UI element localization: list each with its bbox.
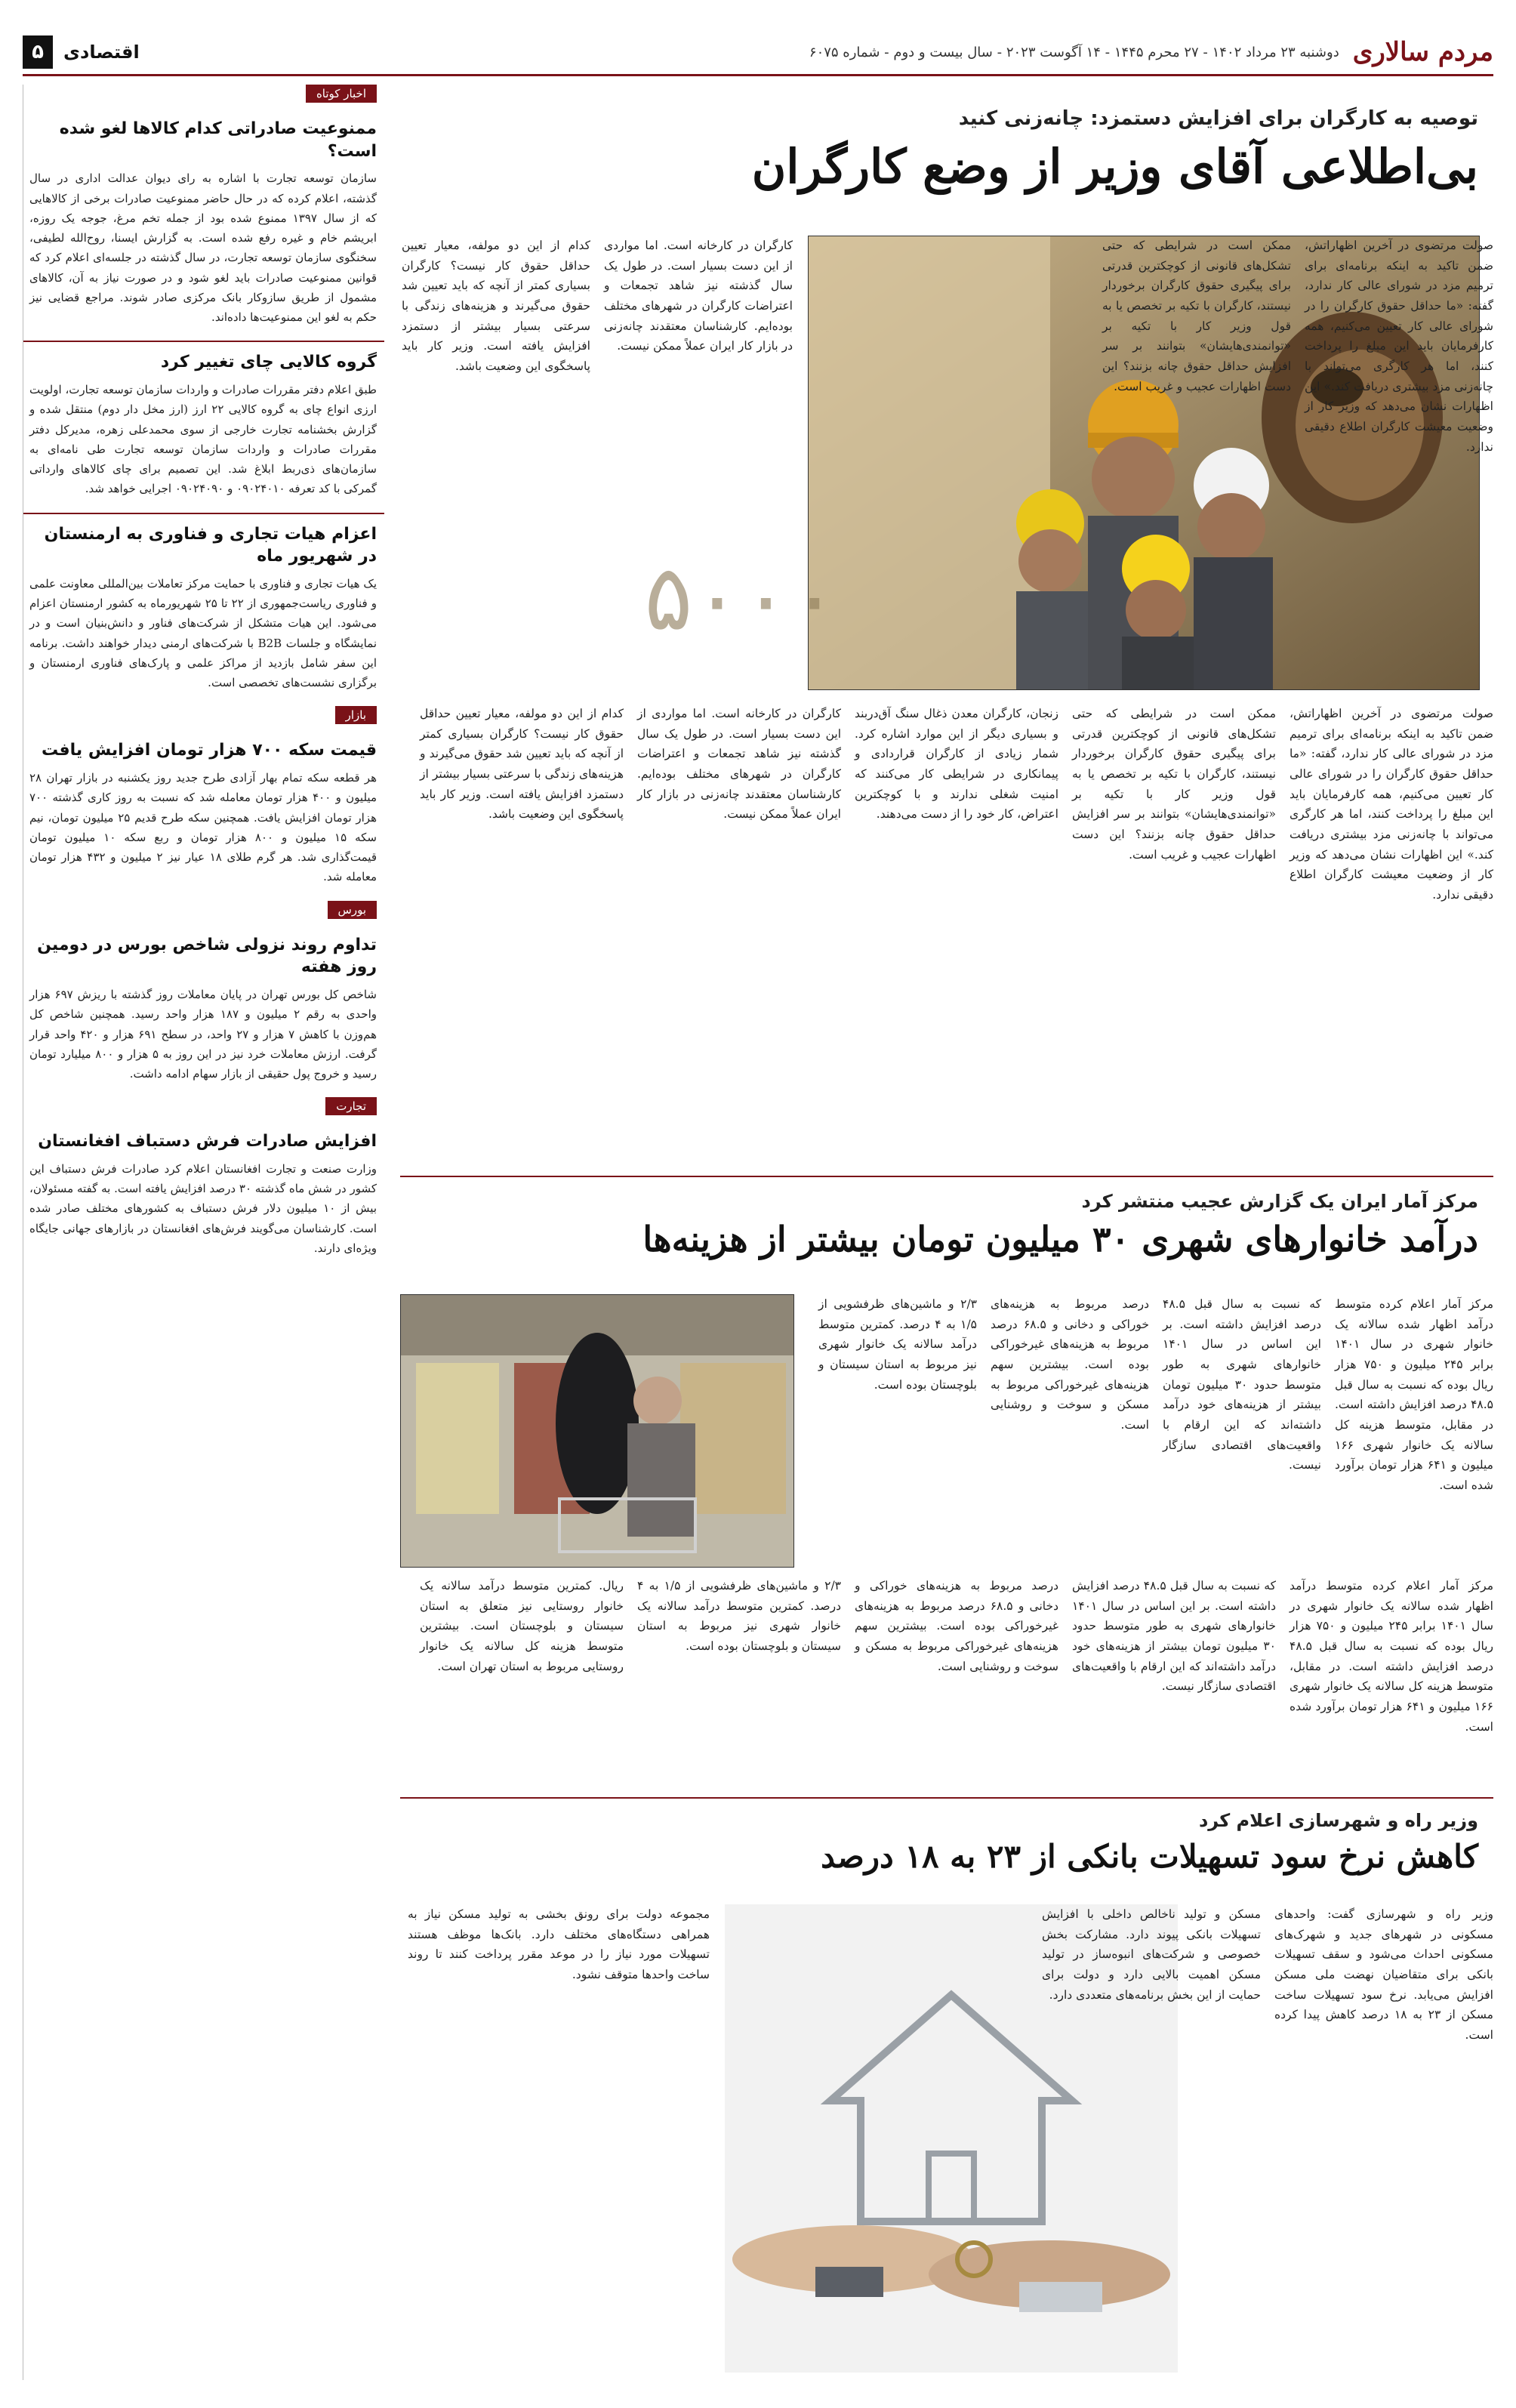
news-sidebar: [23, 85, 384, 2380]
dateline: دوشنبه ۲۳ مرداد ۱۴۰۲ - ۲۷ محرم ۱۴۴۵ - ۱۴ آگوست ۲۰۲۳ - سال بیست و دوم - شماره ۶۰۷۵: [809, 44, 1339, 60]
story1-column: زنجان، کارگران معدن ذغال سنگ آق‌دربند و بسیاری دیگر از این موارد اشاره کرد. شمار زیادی از کارگران قراردادی و پیمانکاری در شرایطی کار می‌کنند که امنیت شغلی ندارند و با کوچکترین اعتراض، کار خود را از دست می‌دهند.: [855, 707, 1058, 822]
story1-column: صولت مرتضوی در آخرین اظهاراتش، ضمن تاکید به اینکه برنامه‌ای برای ترمیم مزد در شورای عالی کار ندارد، گفته: «ما حداقل حقوق کارگران را در شورای عالی کار تعیین می‌کنیم، همه کارفرمایان باید این مبلغ را پرداخت کنند، اما هر کارگری می‌تواند با چانه‌زنی مزد بیشتری دریافت کند.» این اظهارات نشان می‌دهد که وزیر کار از وضعیت معیشت کارگران اطلاع دقیقی ندارد.: [1305, 239, 1493, 454]
story2-column: درصد مربوط به هزینه‌های خوراکی و دخانی و ۶۸.۵ درصد مربوط به هزینه‌های غیرخوراکی بوده است. بیشترین سهم هزینه‌های غیرخوراکی مربوط به مسکن و سوخت و روشنایی است.: [855, 1579, 1058, 1673]
masthead-left: [23, 35, 140, 69]
sidebar-body: وزارت صنعت و تجارت افغانستان اعلام کرد صادرات فرش دستباف این کشور در شش ماه گذشته ۳۰ درصد افزایش یافته است. به گفته مسئولان، بیش از ۱۰ میلیون دلار فرش دستباف به کشورهای مختلف صادر شده است. کارشناسان می‌گویند فرش‌های افغانستان در بازارهای جهانی جایگاه ویژه‌ای دارند.: [29, 1161, 377, 1255]
grocery-photo: [400, 1294, 794, 1568]
masthead: [23, 30, 1493, 76]
sidebar-headline: افزایش صادرات فرش دستباف افغانستان: [38, 1132, 377, 1152]
story1-column: صولت مرتضوی در آخرین اظهاراتش، ضمن تاکید به اینکه برنامه‌ای برای ترمیم مزد در شورای عالی کار ندارد، گفته: «ما حداقل حقوق کارگران را در شورای عالی کار تعیین می‌کنیم، همه کارفرمایان باید این مبلغ را پرداخت کنند، اما هر کارگری می‌تواند با چانه‌زنی مزد بیشتری دریافت کند.» این اظهارات نشان می‌دهد که وزیر کار از وضعیت معیشت کارگران اطلاع دقیقی ندارد.: [1290, 707, 1493, 902]
story2-column: مرکز آمار اعلام کرده متوسط درآمد اظهار شده سالانه یک خانوار شهری در سال ۱۴۰۱ برابر ۲۴۵ میلیون و ۷۵۰ هزار ریال بوده که نسبت به سال قبل ۴۸.۵ درصد افزایش داشته است. در مقابل، متوسط هزینه کل سالانه یک خانوار شهری ۱۶۶ میلیون و ۶۴۱ هزار تومان برآورد شده است.: [1290, 1579, 1493, 1734]
sidebar-tab: بورس: [328, 901, 377, 919]
sidebar-headline: ممنوعیت صادراتی کدام کالاها لغو شده است؟: [59, 119, 377, 161]
main-content: [400, 85, 1493, 2380]
sidebar-block: [29, 1097, 377, 1258]
sidebar-body: شاخص کل بورس تهران در پایان معاملات روز گذشته با ریزش ۶۹۷ هزار واحدی به رقم ۲ میلیون و ۱۸۷ هزار واحد رسید. همچنین شاخص کل هم‌وزن با کاهش ۷ هزار و ۲۷ واحد، در سطح ۶۹۱ هزار و ۴۲۰ واحد قرار گرفت. ارزش معاملات خرد نیز در این روز به ۵ هزار و ۸۰۰ میلیارد تومان رسید و خروج پول حقیقی از بازار سهام ادامه داشت.: [29, 988, 377, 1081]
story2-columns-top: [806, 1294, 1493, 1566]
sidebar-block: [29, 523, 377, 693]
masthead-right: [809, 37, 1493, 67]
story2-columns-bottom: [400, 1576, 1493, 1787]
sidebar-body: سازمان توسعه تجارت با اشاره به رای دیوان عدالت اداری در سال گذشته، اعلام کرده که در حال حاضر ممنوعیت صادرات برخی از کالاهایی که از سال ۱۳۹۷ ممنوع شده بود از جمله تخم مرغ، جوجه یک روزه، ابریشم خام و غیره رفع شده است. به گزارش ایسنا، روح‌الله لطیفی، سخنگوی سازمان توسعه تجارت، در سال گذشته در جلسه‌ای اعلام کرد که قوانین ممنوعیت صادرات باید لغو شود و در صورت نیاز به آن، کالاهای مشمول از طریق سازوکار بانک مرکزی صادر شوند. مراجع قضایی نیز حکم به لغو این ممنوعیت‌ها داده‌اند.: [29, 171, 377, 325]
story2-headline: درآمد خانوارهای شهری ۳۰ میلیون تومان بیشتر از هزینه‌ها: [642, 1219, 1478, 1259]
sidebar-headline: گروه کالایی چای تغییر کرد: [160, 353, 377, 372]
story3-columns-left: [400, 1904, 710, 2373]
sidebar-tab: تجارت: [325, 1097, 377, 1115]
story1-column: کدام از این دو مولفه، معیار تعیین حداقل حقوق کار نیست؟ کارگران بسیاری کمتر از آنچه که باید تعیین شد حقوق می‌گیرند و هزینه‌های زندگی با سرعتی بسیار بیشتر از دستمزد افزایش یافته است. وزیر کار باید پاسخگوی این وضعیت باشد.: [420, 707, 624, 822]
story1-column: ممکن است در شرایطی که حتی تشکل‌های قانونی از کوچکترین قدرتی برای پیگیری حقوق کارگران برخوردار نیستند، کارگران با تکیه بر تخصص یا به قول وزیر کار با تکیه بر «توانمندی‌هایشان» بتوانند بر سر افزایش حداقل حقوق چانه بزنند؟ این دست اظهارات عجیب و غریب است.: [1102, 239, 1291, 393]
page-number: ۵: [23, 35, 53, 69]
story2-column: ریال. کمترین متوسط درآمد سالانه یک خانوار روستایی نیز متعلق به استان سیستان و بلوچستان است. بیشترین متوسط هزینه کل سالانه یک خانوار روستایی مربوط به استان تهران است.: [420, 1579, 624, 1673]
section-name: اقتصادی: [63, 42, 140, 63]
sidebar-block: [29, 706, 377, 886]
svg-text:۵۰۰۰: ۵۰۰۰: [644, 546, 839, 651]
sidebar-block: [29, 351, 377, 498]
sidebar-divider: [23, 341, 384, 342]
story2-column: ۲/۳ و ماشین‌های ظرفشویی از ۱/۵ به ۴ درصد. کمترین متوسط درآمد سالانه یک خانوار شهری نیز مربوط به استان سیستان و بلوچستان بوده است.: [818, 1297, 977, 1392]
story3-column: مجموعه دولت برای رونق بخشی به تولید مسکن نیاز به همراهی دستگاه‌های مختلف دارد. بانک‌ها موظف هستند تسهیلات مورد نیاز را در موعد مقرر پرداخت کنند تا روند ساخت واحدها متوقف نشود.: [408, 1907, 710, 1981]
story3-kicker: وزیر راه و شهرسازی اعلام کرد: [1198, 1810, 1478, 1831]
story2-column: که نسبت به سال قبل ۴۸.۵ درصد افزایش داشته است. بر این اساس در سال ۱۴۰۱ خانوارهای شهری به طور متوسط حدود ۳۰ میلیون تومان بیشتر از هزینه‌های خود درآمد داشته‌اند که این ارقام با واقعیت‌های اقتصادی سازگار نیست.: [1163, 1297, 1321, 1472]
story2-kicker: مرکز آمار ایران یک گزارش عجیب منتشر کرد: [1081, 1191, 1478, 1212]
story1-columns-left: [400, 236, 793, 689]
story-divider: [400, 1176, 1493, 1177]
story2-column: مرکز آمار اعلام کرده متوسط درآمد اظهار شده سالانه یک خانوار شهری در سال ۱۴۰۱ برابر ۲۴۵ میلیون و ۷۵۰ هزار ریال بوده که نسبت به سال قبل ۴۸.۵ درصد افزایش داشته است. در مقابل، متوسط هزینه کل سالانه یک خانوار شهری ۱۶۶ میلیون و ۶۴۱ هزار تومان برآورد شده است.: [1335, 1297, 1494, 1492]
story-divider: [400, 1797, 1493, 1799]
story3-column: مسکن و تولید ناخالص داخلی با افزایش تسهیلات بانکی پیوند دارد. مشارکت بخش خصوصی و شرکت‌های انبوه‌ساز در تولید مسکن اهمیت بالایی دارد و دولت برای حمایت از این بخش برنامه‌های متعددی دارد.: [1042, 1907, 1261, 2002]
story2-column: که نسبت به سال قبل ۴۸.۵ درصد افزایش داشته است. بر این اساس در سال ۱۴۰۱ خانوارهای شهری به طور متوسط حدود ۳۰ میلیون تومان بیشتر از هزینه‌های خود درآمد داشته‌اند که این ارقام با واقعیت‌های اقتصادی سازگار نیست.: [1072, 1579, 1276, 1694]
sidebar-headline: اعزام هیات تجاری و فناوری به ارمنستان در شهریور ماه: [44, 524, 377, 566]
sidebar-tab: بازار: [335, 706, 377, 724]
sidebar-headline: تداوم روند نزولی شاخص بورس در دومین روز هفته: [37, 935, 377, 977]
sidebar-tab: اخبار کوتاه: [306, 85, 377, 103]
story1-columns-bottom: [400, 704, 1493, 1157]
story2-column: درصد مربوط به هزینه‌های خوراکی و دخانی و ۶۸.۵ درصد مربوط به هزینه‌های غیرخوراکی بوده است. بیشترین سهم هزینه‌های غیرخوراکی مربوط به مسکن و سوخت و روشنایی است.: [991, 1297, 1149, 1432]
sidebar-divider: [23, 513, 384, 514]
story3-column: وزیر راه و شهرسازی گفت: واحدهای مسکونی در شهرهای جدید و شهرک‌های مسکونی احداث می‌شود و سقف تسهیلات بانکی برای متقاضیان نهضت ملی مسکن افزایش می‌یابد. نرخ سود تسهیلات ساخت مسکن از ۲۳ به ۱۸ درصد کاهش پیدا کرده است.: [1274, 1907, 1493, 2042]
sidebar-body: یک هیات تجاری و فناوری با حمایت مرکز تعاملات بین‌المللی معاونت علمی و فناوری ریاست‌جمهوری از ۲۲ تا ۲۵ شهریورماه به کشور ارمنستان اعزام می‌شود. این هیات متشکل از شرکت‌های فناور و دانش‌بنیان است و در نمایشگاه و جلسات B2B با شرکت‌های ارمنی دیدار خواهند داشت. برنامه این سفر شامل بازدید از مراکز علمی و پارک‌های فناوری ارمنستان و برگزاری نشست‌های تخصصی است.: [29, 576, 377, 690]
story1-column: کارگران در کارخانه است. اما مواردی از این دست بسیار است. در طول یک سال گذشته نیز شاهد تجمعات و اعتراضات کارگران در شهرهای مختلف بوده‌ایم. کارشناسان معتقدند چانه‌زنی در بازار کار ایران عملاً ممکن نیست.: [637, 707, 841, 822]
story1-column: ممکن است در شرایطی که حتی تشکل‌های قانونی از کوچکترین قدرتی برای پیگیری حقوق کارگران برخوردار نیستند، کارگران با تکیه بر تخصص یا به قول وزیر کار با تکیه بر «توانمندی‌هایشان» بتوانند بر سر افزایش حداقل حقوق چانه بزنند؟ این دست اظهارات عجیب و غریب است.: [1072, 707, 1276, 862]
story1-headline: بی‌اطلاعی آقای وزیر از وضع کارگران: [751, 139, 1478, 194]
story2-column: ۲/۳ و ماشین‌های ظرفشویی از ۱/۵ به ۴ درصد. کمترین متوسط درآمد سالانه یک خانوار شهری نیز مربوط به استان سیستان و بلوچستان بوده است.: [637, 1579, 841, 1653]
sidebar-headline: قیمت سکه ۷۰۰ هزار تومان افزایش یافت: [41, 741, 377, 760]
story1-kicker: توصیه به کارگران برای افزایش دستمزد: چانه‌زنی کنید: [958, 107, 1478, 130]
sidebar-block: [29, 85, 377, 327]
sidebar-body: هر قطعه سکه تمام بهار آزادی طرح جدید روز یکشنبه در بازار تهران ۲۸ میلیون و ۴۰۰ هزار تومان معامله شد که نسبت به روز کاری گذشته ۷۰۰ هزار تومان افزایش یافت. همچنین سکه طرح قدیم ۲۵ میلیون تومان، نیم سکه ۱۵ میلیون و ۸۰۰ هزار تومان و ربع سکه ۱۰ میلیون تومان قیمت‌گذاری شد. هر گرم طلای ۱۸ عیار نیز ۲ میلیون و ۴۳۲ هزار تومان معامله شد.: [29, 771, 377, 884]
sidebar-block: [29, 901, 377, 1084]
story3-columns-right: [1040, 1904, 1493, 2373]
story3-headline: کاهش نرخ سود تسهیلات بانکی از ۲۳ به ۱۸ درصد: [821, 1838, 1478, 1875]
newspaper-logo: مردم سالاری: [1352, 37, 1493, 67]
story1-column: کدام از این دو مولفه، معیار تعیین حداقل حقوق کار نیست؟ کارگران بسیاری کمتر از آنچه که باید تعیین شد حقوق می‌گیرند و هزینه‌های زندگی با سرعتی بسیار بیشتر از دستمزد افزایش یافته است. وزیر کار باید پاسخگوی این وضعیت باشد.: [402, 239, 590, 373]
sidebar-body: طبق اعلام دفتر مقررات صادرات و واردات سازمان توسعه تجارت، اولویت ارزی انواع چای به گروه کالایی ۲۲ ارز (ارز مخل دار دوم) منتقل شده و گزارش بخشنامه تجارت خارجی از سوی محمدعلی زهره، مدیرکل دفتر مقررات صادرات و واردات سازمان توسعه تجارت طی نامه‌ای به سازمان‌های ذی‌ربط ابلاغ شد. این تصمیم برای چای کالاهای وارداتی گمرکی با کد تعرفه ۰۹۰۲۴۰۱۰ و ۰۹۰۲۴۰۹۰ اجرایی خواهد شد.: [29, 383, 377, 496]
grocery-photo-illustration: [401, 1295, 793, 1567]
story1-column: کارگران در کارخانه است. اما مواردی از این دست بسیار است. در طول یک سال گذشته نیز شاهد تجمعات و اعتراضات کارگران در شهرهای مختلف بوده‌ایم. کارشناسان معتقدند چانه‌زنی در بازار کار ایران عملاً ممکن نیست.: [604, 239, 793, 353]
story1-columns-top: [1101, 236, 1493, 689]
